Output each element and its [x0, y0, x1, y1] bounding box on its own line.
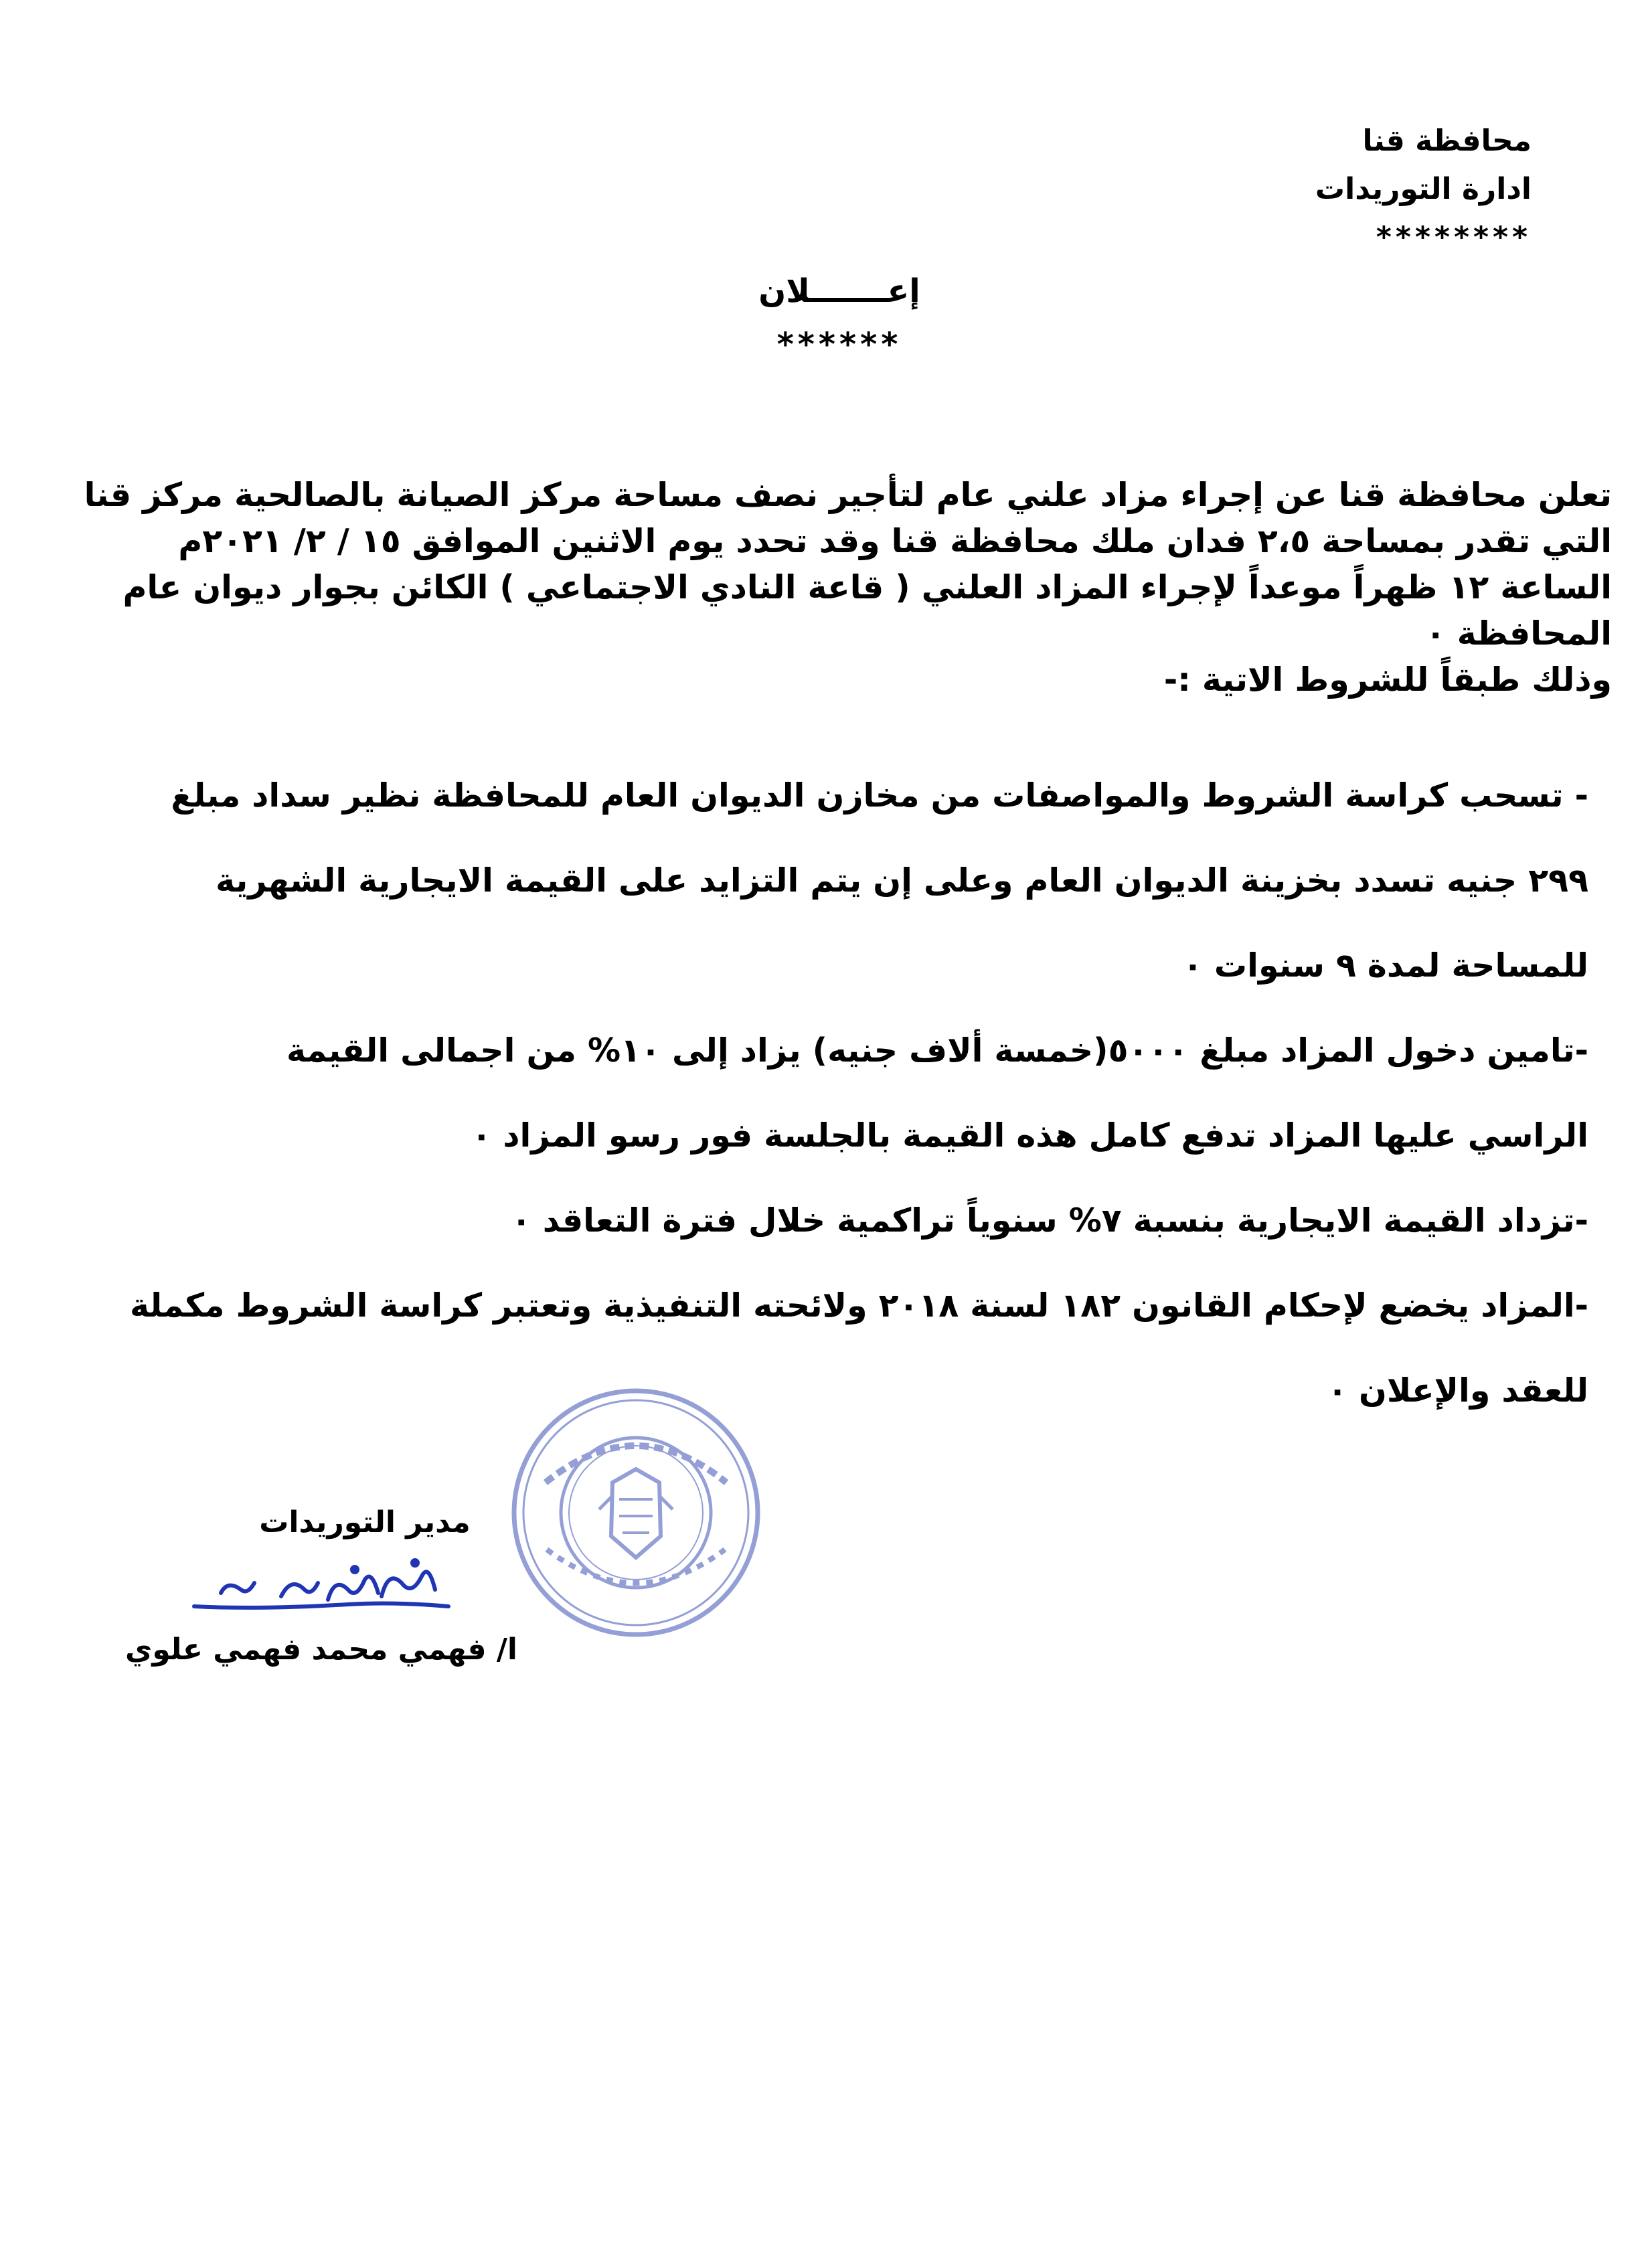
condition-line: للعقد والإعلان ٠	[1327, 1371, 1588, 1410]
handwritten-signature	[181, 1543, 462, 1623]
header-separator: ********	[1376, 220, 1532, 254]
condition-line: -المزاد يخضع لإحكام القانون ١٨٢ لسنة ٢٠١٨ ولائحته التنفيذية وتعتبر كراسة الشروط مكملة	[130, 1286, 1588, 1325]
letterhead	[1315, 117, 1532, 262]
announcement-title: إعـــــــلان	[758, 272, 920, 310]
signature-block	[114, 1503, 529, 1670]
intro-line: تعلن محافظة قنا عن إجراء مزاد علني عام لتأجير نصف مساحة مركز الصيانة بالصالحية مركز قنا	[84, 476, 1612, 514]
condition-line: -تزداد القيمة الايجارية بنسبة ٧% سنوياً تراكمية خلال فترة التعاقد ٠	[511, 1201, 1588, 1240]
department-name: ادارة التوريدات	[1315, 172, 1532, 206]
title-separator: ******	[776, 326, 902, 363]
announcement-title-block	[0, 264, 1652, 371]
condition-line: الراسي عليها المزاد تدفع كامل هذه القيمة بالجلسة فور رسو المزاد ٠	[471, 1116, 1588, 1155]
signatory-name: ا/ فهمي محمد فهمي علوي	[125, 1632, 517, 1667]
signatory-title: مدير التوريدات	[259, 1505, 471, 1539]
condition-line: للمساحة لمدة ٩ سنوات ٠	[1182, 946, 1588, 985]
official-stamp	[505, 1382, 766, 1643]
condition-line: -تامين دخول المزاد مبلغ ٥٠٠٠(خمسة ألاف جنيه) يزاد إلى ١٠% من اجمالى القيمة	[286, 1031, 1588, 1070]
conditions-heading: وذلك طبقاً للشروط الاتية :-	[1163, 661, 1612, 699]
governorate-name: محافظة قنا	[1362, 124, 1532, 158]
condition-line: ٢٩٩ جنيه تسدد بخزينة الديوان العام وعلى إن يتم التزايد على القيمة الايجارية الشهرية	[216, 861, 1588, 900]
condition-line: - تسحب كراسة الشروط والمواصفات من مخازن الديوان العام للمحافظة نظير سداد مبلغ	[171, 776, 1588, 815]
conditions-list	[60, 753, 1588, 1433]
intro-line: الساعة ١٢ ظهراً موعداً لإجراء المزاد العلني ( قاعة النادي الاجتماعي ) الكائن بجوار ديوان عام	[122, 568, 1612, 606]
announcement-intro	[60, 472, 1612, 703]
intro-line: المحافظة ٠	[1425, 614, 1612, 653]
intro-line: التي تقدر بمساحة ٢،٥ فدان ملك محافظة قنا وقد تحدد يوم الاثنين الموافق ١٥ / ٢/ ٢٠٢١م	[178, 522, 1612, 560]
